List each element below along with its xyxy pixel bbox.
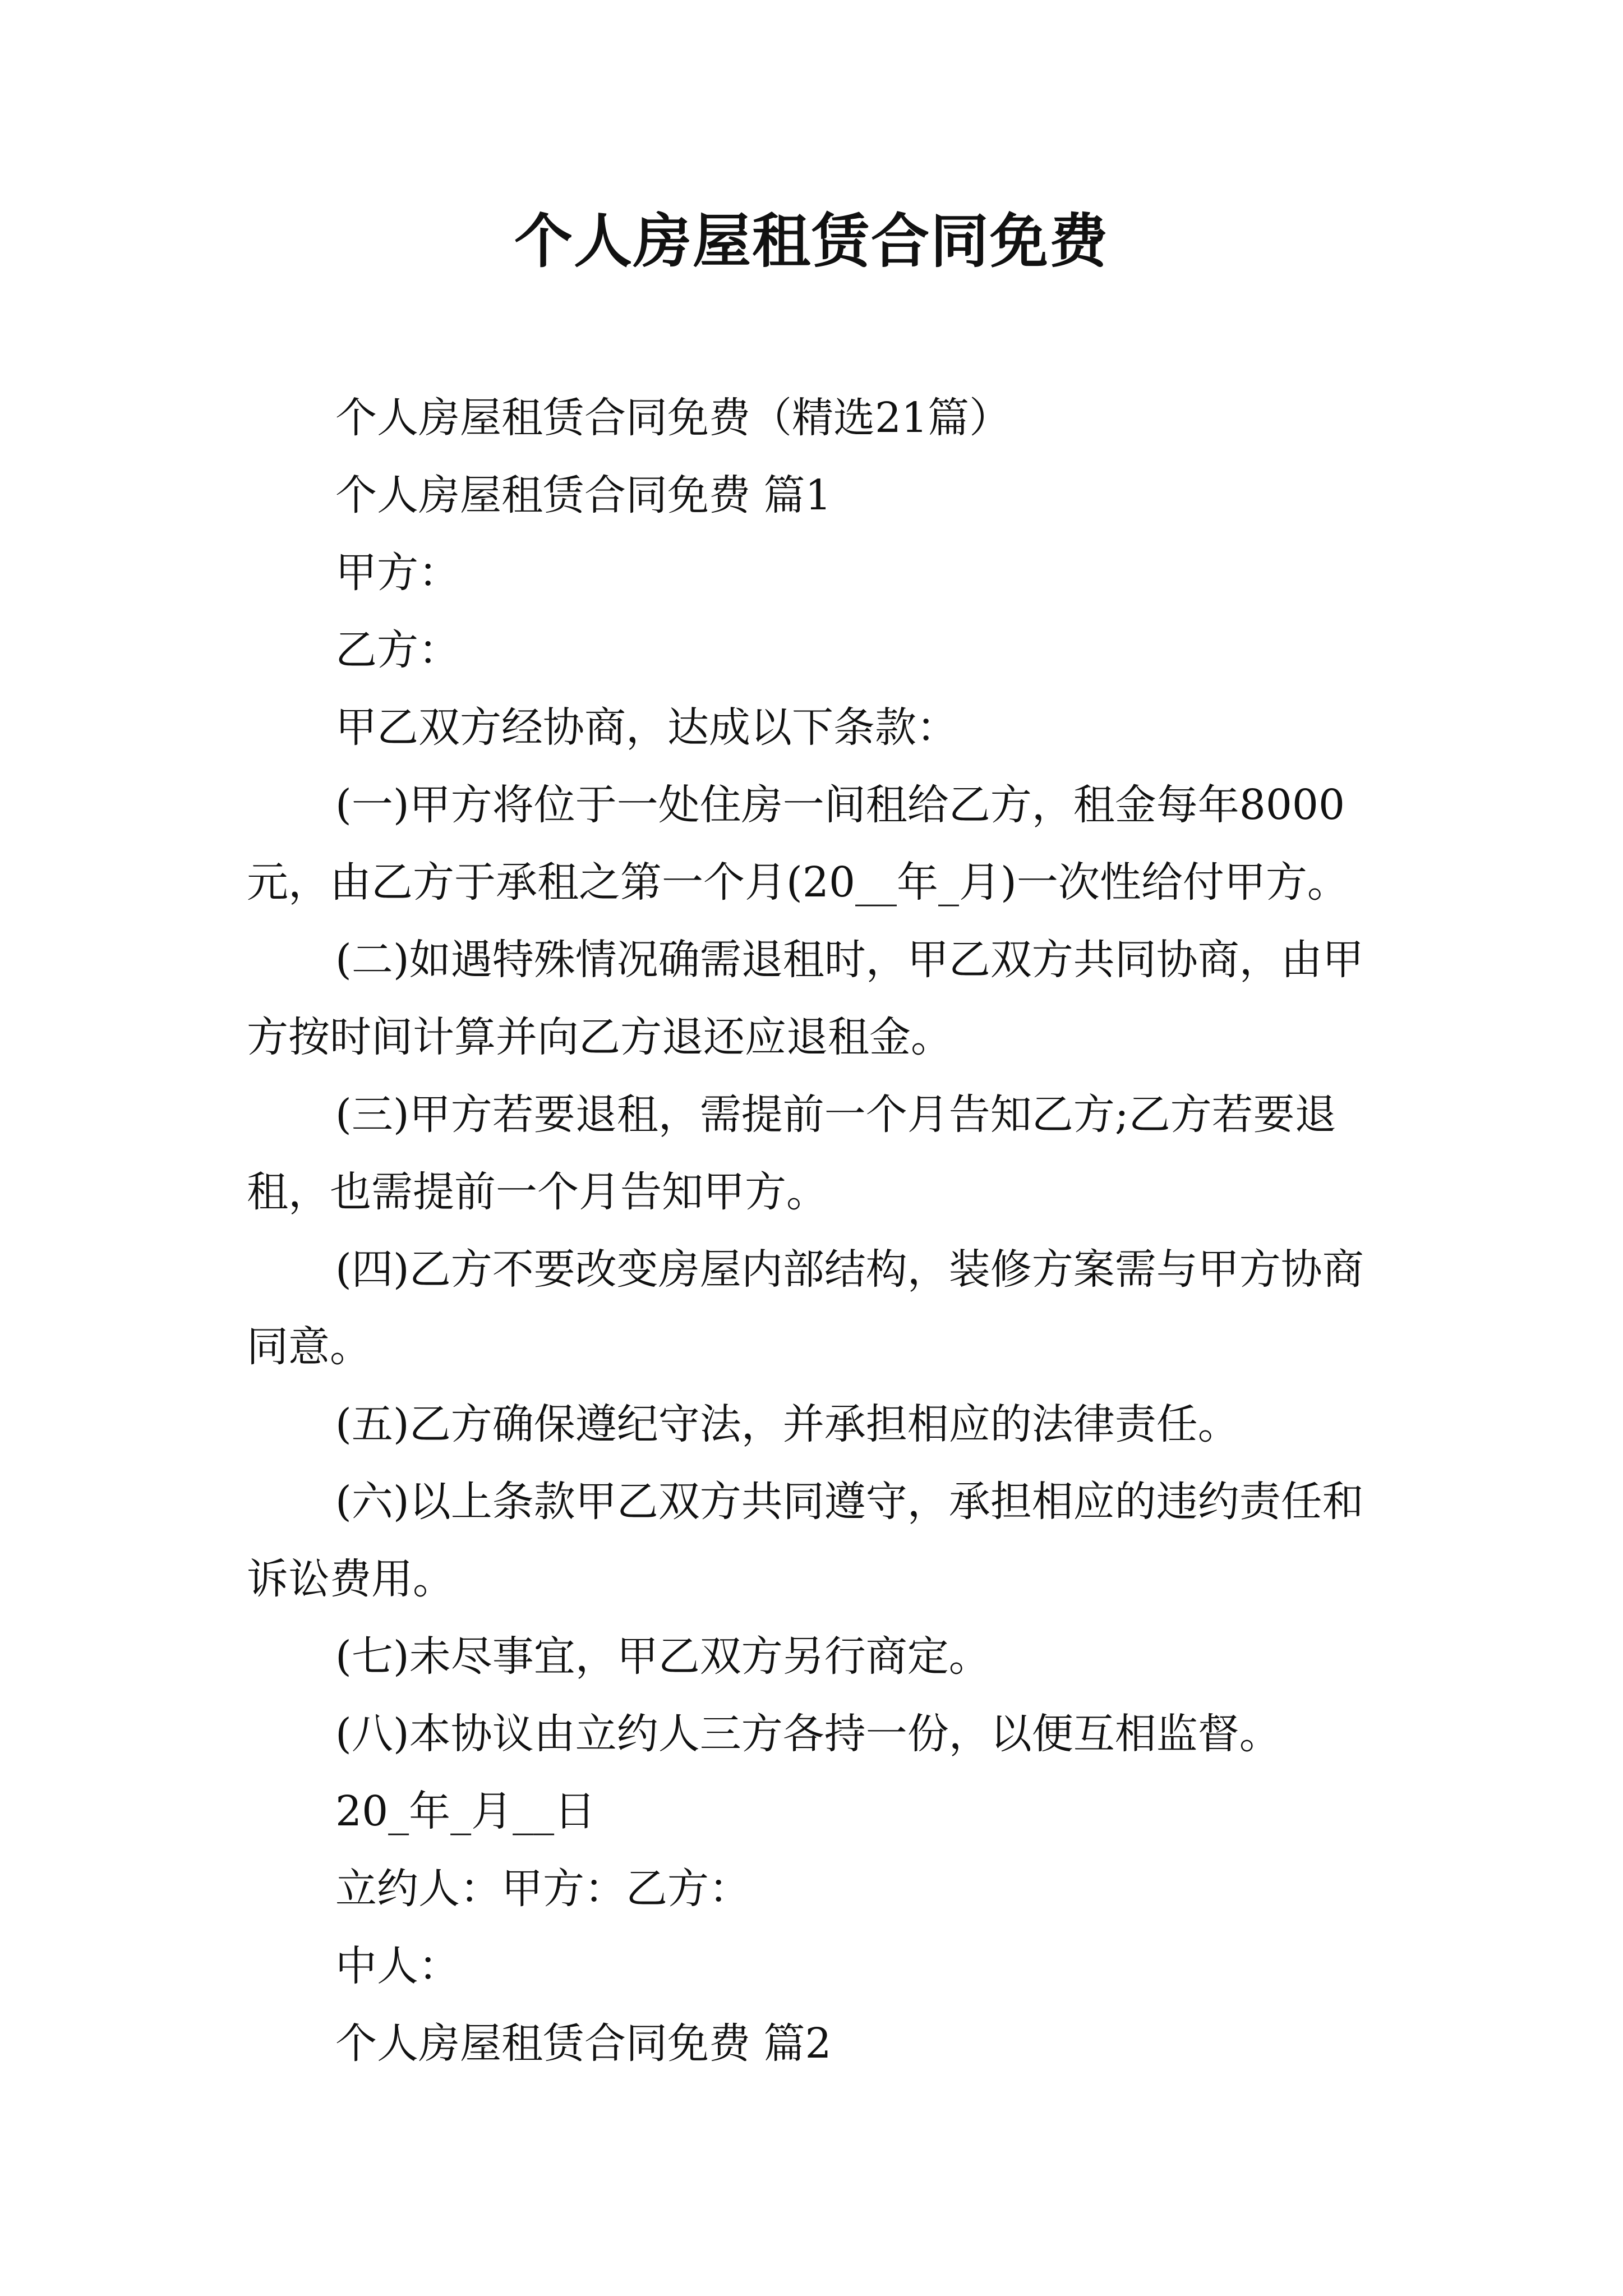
clause-8: (八)本协议由立约人三方各持一份，以便互相监督。 — [335, 1710, 1281, 1758]
date-line: 20_年_月__日 — [335, 1787, 596, 1835]
party-b-line: 乙方： — [335, 626, 460, 674]
intro-paragraph: 甲乙双方经协商，达成以下条款： — [335, 703, 958, 752]
clause-5: (五)乙方确保遵纪守法，并承担相应的法律责任。 — [335, 1400, 1239, 1448]
clause-2: (二)如遇特殊情况确需退租时，甲乙双方共同协商，由甲方按时间计算并向乙方退还应退租金。 — [247, 936, 1364, 1061]
document-title: 个人房屋租赁合同免费 — [514, 206, 1109, 275]
intermediary-line: 中人： — [335, 1942, 460, 1990]
clause-4: (四)乙方不要改变房屋内部结构，装修方案需与甲方协商同意。 — [247, 1245, 1364, 1371]
section-heading-1: 个人房屋租赁合同免费 篇1 — [335, 471, 832, 519]
clause-3: (三)甲方若要退租，需提前一个月告知乙方;乙方若要退租，也需提前一个月告知甲方。 — [247, 1091, 1336, 1216]
section-heading-2: 个人房屋租赁合同免费 篇2 — [335, 2019, 832, 2068]
document-body — [247, 379, 1391, 2082]
clause-7: (七)未尽事宜，甲乙双方另行商定。 — [335, 1632, 990, 1681]
clause-6: (六)以上条款甲乙双方共同遵守，承担相应的违约责任和诉讼费用。 — [247, 1478, 1364, 1603]
clause-1: (一)甲方将位于一处住房一间租给乙方，租金每年8000元，由乙方于承租之第一个月(20__年_月)一次性给付甲方。 — [247, 781, 1349, 907]
party-a-line: 甲方： — [335, 549, 460, 597]
document-subtitle: 个人房屋租赁合同免费（精选21篇） — [335, 394, 1011, 442]
signatories-line: 立约人：甲方：乙方： — [335, 1865, 750, 1913]
